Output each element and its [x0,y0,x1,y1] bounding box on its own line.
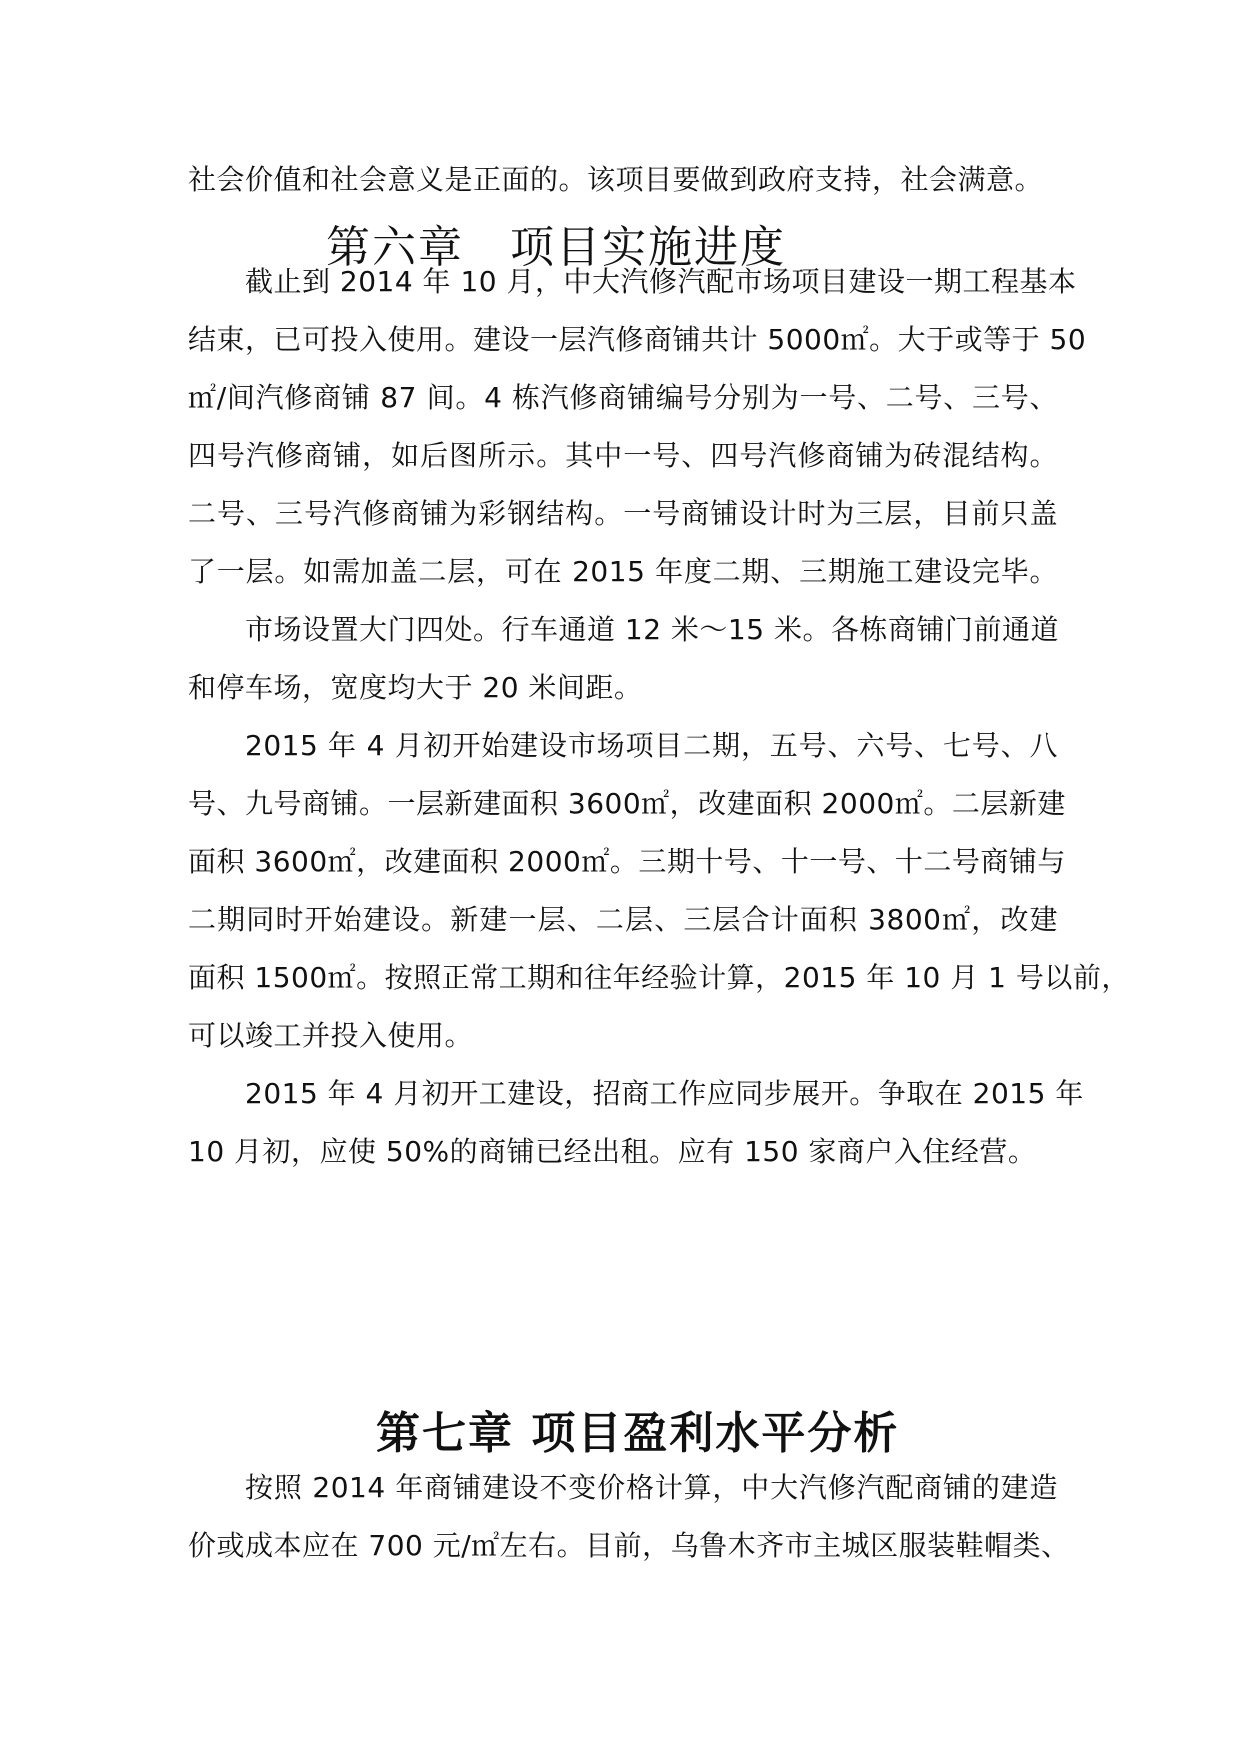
paragraph-line: 社会价值和社会意义是正面的。该项目要做到政府支持，社会满意。 [188,163,1044,196]
paragraph-line: 结束，已可投入使用。建设一层汽修商铺共计 5000㎡。大于或等于 50 [188,323,1087,356]
paragraph-line: 价或成本应在 700 元/㎡左右。目前，乌鲁木齐市主城区服装鞋帽类、 [188,1529,1070,1562]
paragraph-line: 二号、三号汽修商铺为彩钢结构。一号商铺设计时为三层，目前只盖 [188,497,1058,530]
chapter-6-heading: 第六章 项目实施进度 [326,222,786,273]
paragraph-line: 市场设置大门四处。行车通道 12 米～15 米。各栋商铺门前通道 [245,613,1059,646]
paragraph-line: 2015 年 4 月初开始建设市场项目二期，五号、六号、七号、八 [245,729,1058,762]
chapter-7-heading: 第七章 项目盈利水平分析 [376,1408,900,1459]
paragraph-line: 和停车场，宽度均大于 20 米间距。 [188,671,643,704]
paragraph-line: 按照 2014 年商铺建设不变价格计算，中大汽修汽配商铺的建造 [245,1471,1058,1504]
paragraph-line: 了一层。如需加盖二层，可在 2015 年度二期、三期施工建设完毕。 [188,555,1058,588]
paragraph-line: 四号汽修商铺，如后图所示。其中一号、四号汽修商铺为砖混结构。 [188,439,1058,472]
paragraph-line: 2015 年 4 月初开工建设，招商工作应同步展开。争取在 2015 年 [245,1077,1084,1110]
paragraph-line: 面积 1500㎡。按照正常工期和往年经验计算，2015 年 10 月 1 号以前， [188,961,1130,994]
paragraph-line: 10 月初，应使 50%的商铺已经出租。应有 150 家商户入住经营。 [188,1135,1037,1168]
paragraph-line: 二期同时开始建设。新建一层、二层、三层合计面积 3800㎡，改建 [188,903,1058,936]
paragraph-line: 截止到 2014 年 10 月，中大汽修汽配市场项目建设一期工程基本 [245,265,1077,298]
paragraph-line: 可以竣工并投入使用。 [188,1019,474,1052]
paragraph-line: 号、九号商铺。一层新建面积 3600㎡，改建面积 2000㎡。二层新建 [188,787,1066,820]
paragraph-line: 面积 3600㎡，改建面积 2000㎡。三期十号、十一号、十二号商铺与 [188,845,1066,878]
paragraph-line: ㎡/间汽修商铺 87 间。4 栋汽修商铺编号分别为一号、二号、三号、 [188,381,1058,414]
